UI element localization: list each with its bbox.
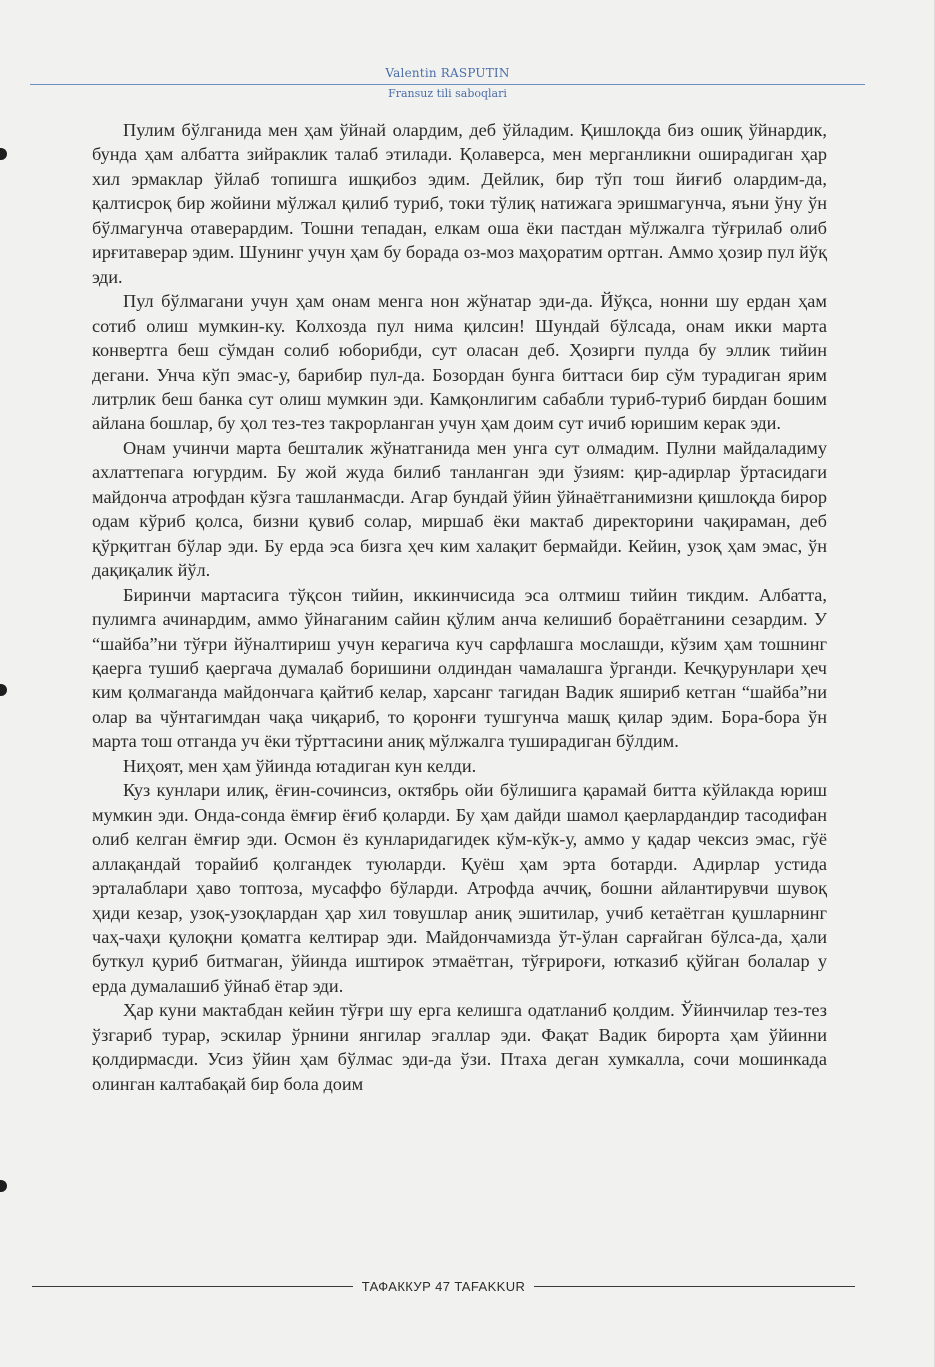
paragraph-3: Онам учинчи марта бешталик жўнатганида мен унга сут олмадим. Пулни майдаладиму ахлаттепага югурдим. Бу жой жуда билиб танланган эди ўзиям: қир-адирлар ўртасидаги майдонча атрофдан кўзга ташланмасди. Агар бундай ўйин ўйнаётганимизни қишлоқда бирор одам кўриб қолса, бизни қувиб солар, миршаб ёки мактаб директорини чақираман, деб қўрқитган бўлар эди. Бу ерда эса бизга ҳеч ким халақит бермайди. Кейин, узоқ ҳам эмас, ўн дақиқалик йўл. [92, 437, 827, 581]
running-head-title: Fransuz tili saboqlari [388, 87, 507, 100]
paragraph-2: Пул бўлмагани учун ҳам онам менга нон жўнатар эди-да. Йўқса, нонни шу ердан ҳам сотиб олиш мумкин-ку. Колхозда пул нима қилсин! Шундай бўлсада, онам икки марта конвертга беш сўмдан солиб юборибди, сут оласан деб. Ҳозирги пулда бу эллик тийин дегани. Унча кўп эмас-у, барибир пул-да. Бозордан бунга биттаси бир сўм турадиган ярим литрлик беш банка сут олиш мумкин эди. Камқонлигим сабабли туриб-туриб бирдан бошим айлана бошлар, бу ҳол тез-тез такрорланган учун ҳам доим сут ичиб юришим керак эди. [92, 291, 827, 434]
page-footer [32, 1276, 855, 1296]
binder-hole-top [0, 148, 7, 160]
paragraph-1: Пулим бўлганида мен ҳам ўйнай олардим, деб ўйладим. Қишлоқда биз ошиқ ўйнардик, бунда ҳам албатта зийраклик талаб этилади. Қолаверса, мен мерганликни оширадиган ҳар хил эрмаклар ўйлаб топишга ишқибоз эдим. Дейлик, бир тўп тош йиғиб олардим-да, қалтисроқ бир жойини мўлжал қилиб туриб, токи тўлиқ натижага эришмагунча, яъни ўну ўн бўлмагунча отаверардим. Тошни тепадан, елкам оша ёки пастдан мўлжалга тўғрилаб олиб ирғитаверар эдим. Шунинг учун ҳам бу борада оз-моз маҳоратим ортган. Аммо ҳозир пул йўқ эди. [92, 120, 827, 287]
footer-rule-right [534, 1286, 855, 1287]
running-head-author: Valentin RASPUTIN [385, 66, 510, 80]
page-folio: ТАФАККУР 47 TAFAKKUR [361, 1278, 526, 1294]
running-head [30, 60, 865, 102]
footer-rule-left [32, 1286, 353, 1287]
paragraph-5: Ниҳоят, мен ҳам ўйинда ютадиган кун келди. [123, 755, 477, 776]
binder-hole-bottom [0, 1180, 7, 1192]
paragraph-4: Биринчи мартасига тўқсон тийин, иккинчисида эса олтмиш тийин тикдим. Албатта, пулимга ачинардим, аммо ўйнаганим сайин қўлим анча келишиб бораётганини сезардим. У “шайба”ни тўғри йўналтириш учун керагича куч сарфлашга мослашди, кўзим ҳам тошнинг қаерга тушиб қаергача думалаб боришини олдиндан чамалашга ўрганди. Кечқурунлари ҳеч ким қолмаганда майдончага қайтиб келар, харсанг тагидан Вадик яшириб кетган “шайба”ни олар ва чўнтагимдан чақа чиқариб, то қоронғи тушгунча машқ қилар эдим. Бора-бора ўн марта тош отганда уч ёки тўрттасини аниқ мўлжалга туширадиган бўлдим. [92, 584, 827, 752]
article-body [92, 118, 827, 1096]
paragraph-6: Куз кунлари илиқ, ёғин-сочинсиз, октябрь ойи бўлишига қарамай битта кўйлакда юриш мумкин эди. Онда-сонда ёмғир ёғиб қоларди. Бу ҳам дайди шамол қаерлардандир тасодифан олиб келган ёмғир эди. Осмон ёз кунларидагидек кўм-кўк-у, аммо у қадар чексиз эмас, гўё аллақандай торайиб қолгандек туюларди. Қуёш ҳам эрта ботарди. Адирлар устида эрталаблари ҳаво топтоза, мусаффо бўларди. Атрофда аччиқ, бошни айлантирувчи шувоқ ҳиди кезар, узоқ-узоқлардан ҳар хил товушлар аниқ эшитилар, учиб кетаётган қушларнинг чаҳ-чаҳи қулоқни қоматга келтирар эди. Майдончамизда ўт-ўлан сарғайган бўлса-да, ҳали буткул қуриб битмаган, ўйинда иштирок этмаётган, тўғрироғи, ютказиб қўйган болалар у ерда думалашиб ўйнаб ётар эди. [92, 780, 827, 996]
running-head-rule [30, 84, 865, 85]
paragraph-7: Ҳар куни мактабдан кейин тўғри шу ерга келишга одатланиб қолдим. Ўйинчилар тез-тез ўзгариб турар, эскилар ўрнини янгилар эгаллар эди. Фақат Вадик бирорта ҳам ўйинни қолдирмасди. Усиз ўйин ҳам бўлмас эди-да ўзи. Птаха деган хумкалла, сочи мошинкада олинган калтабақай бир бола доим [92, 1000, 827, 1094]
binder-hole-middle [0, 684, 7, 696]
